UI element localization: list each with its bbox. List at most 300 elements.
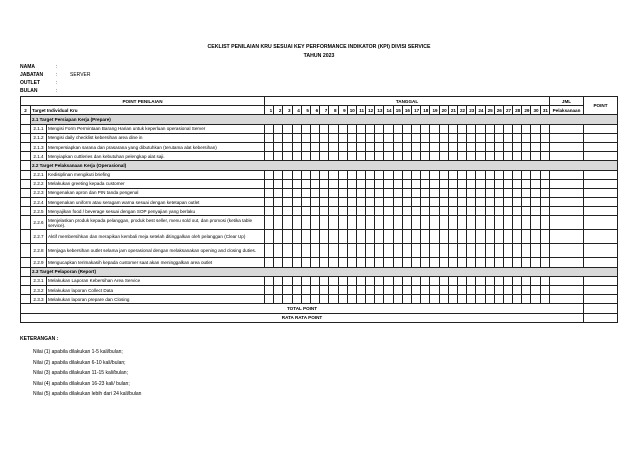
- score-cell[interactable]: [540, 286, 549, 295]
- score-cell[interactable]: [283, 276, 292, 285]
- score-cell[interactable]: [292, 142, 301, 151]
- score-cell[interactable]: [412, 170, 421, 179]
- score-cell[interactable]: [384, 152, 393, 161]
- score-cell[interactable]: [476, 230, 485, 244]
- score-cell[interactable]: [522, 170, 531, 179]
- score-cell[interactable]: [503, 216, 512, 230]
- score-cell[interactable]: [485, 152, 494, 161]
- score-cell[interactable]: [338, 170, 347, 179]
- score-cell[interactable]: [265, 152, 274, 161]
- score-cell[interactable]: [347, 295, 356, 304]
- score-cell[interactable]: [366, 230, 375, 244]
- score-cell[interactable]: [393, 258, 402, 267]
- score-cell[interactable]: [448, 244, 457, 258]
- point-cell[interactable]: [584, 142, 618, 151]
- score-cell[interactable]: [292, 207, 301, 216]
- score-cell[interactable]: [522, 142, 531, 151]
- score-cell[interactable]: [265, 244, 274, 258]
- jml-cell[interactable]: [550, 207, 584, 216]
- score-cell[interactable]: [356, 216, 365, 230]
- score-cell[interactable]: [448, 216, 457, 230]
- score-cell[interactable]: [384, 207, 393, 216]
- score-cell[interactable]: [310, 152, 319, 161]
- score-cell[interactable]: [301, 124, 310, 133]
- score-cell[interactable]: [513, 216, 522, 230]
- score-cell[interactable]: [531, 124, 540, 133]
- score-cell[interactable]: [421, 198, 430, 207]
- jml-cell[interactable]: [550, 244, 584, 258]
- score-cell[interactable]: [485, 207, 494, 216]
- score-cell[interactable]: [393, 244, 402, 258]
- score-cell[interactable]: [274, 216, 283, 230]
- score-cell[interactable]: [412, 230, 421, 244]
- score-cell[interactable]: [430, 295, 439, 304]
- score-cell[interactable]: [356, 152, 365, 161]
- score-cell[interactable]: [393, 230, 402, 244]
- score-cell[interactable]: [402, 142, 411, 151]
- score-cell[interactable]: [421, 276, 430, 285]
- score-cell[interactable]: [412, 276, 421, 285]
- score-cell[interactable]: [540, 170, 549, 179]
- score-cell[interactable]: [476, 207, 485, 216]
- score-cell[interactable]: [476, 295, 485, 304]
- score-cell[interactable]: [375, 230, 384, 244]
- score-cell[interactable]: [310, 133, 319, 142]
- score-cell[interactable]: [301, 152, 310, 161]
- score-cell[interactable]: [457, 230, 466, 244]
- score-cell[interactable]: [292, 258, 301, 267]
- score-cell[interactable]: [329, 286, 338, 295]
- score-cell[interactable]: [402, 133, 411, 142]
- score-cell[interactable]: [292, 124, 301, 133]
- score-cell[interactable]: [421, 295, 430, 304]
- score-cell[interactable]: [274, 152, 283, 161]
- score-cell[interactable]: [310, 170, 319, 179]
- score-cell[interactable]: [494, 179, 503, 188]
- score-cell[interactable]: [503, 230, 512, 244]
- score-cell[interactable]: [467, 124, 476, 133]
- score-cell[interactable]: [503, 244, 512, 258]
- score-cell[interactable]: [375, 179, 384, 188]
- score-cell[interactable]: [439, 295, 448, 304]
- score-cell[interactable]: [356, 179, 365, 188]
- score-cell[interactable]: [283, 188, 292, 197]
- score-cell[interactable]: [503, 188, 512, 197]
- score-cell[interactable]: [310, 295, 319, 304]
- score-cell[interactable]: [513, 170, 522, 179]
- score-cell[interactable]: [522, 286, 531, 295]
- score-cell[interactable]: [283, 286, 292, 295]
- score-cell[interactable]: [347, 133, 356, 142]
- score-cell[interactable]: [310, 142, 319, 151]
- score-cell[interactable]: [338, 207, 347, 216]
- score-cell[interactable]: [503, 276, 512, 285]
- score-cell[interactable]: [540, 258, 549, 267]
- score-cell[interactable]: [292, 170, 301, 179]
- score-cell[interactable]: [439, 276, 448, 285]
- score-cell[interactable]: [402, 170, 411, 179]
- score-cell[interactable]: [310, 244, 319, 258]
- score-cell[interactable]: [485, 170, 494, 179]
- point-cell[interactable]: [584, 244, 618, 258]
- score-cell[interactable]: [393, 286, 402, 295]
- score-cell[interactable]: [522, 295, 531, 304]
- score-cell[interactable]: [283, 207, 292, 216]
- score-cell[interactable]: [329, 179, 338, 188]
- score-cell[interactable]: [310, 216, 319, 230]
- score-cell[interactable]: [384, 258, 393, 267]
- score-cell[interactable]: [265, 188, 274, 197]
- score-cell[interactable]: [430, 152, 439, 161]
- score-cell[interactable]: [540, 244, 549, 258]
- score-cell[interactable]: [283, 133, 292, 142]
- score-cell[interactable]: [513, 276, 522, 285]
- score-cell[interactable]: [540, 188, 549, 197]
- score-cell[interactable]: [476, 198, 485, 207]
- score-cell[interactable]: [366, 188, 375, 197]
- score-cell[interactable]: [356, 258, 365, 267]
- score-cell[interactable]: [384, 216, 393, 230]
- score-cell[interactable]: [439, 244, 448, 258]
- score-cell[interactable]: [457, 142, 466, 151]
- score-cell[interactable]: [531, 188, 540, 197]
- score-cell[interactable]: [356, 188, 365, 197]
- score-cell[interactable]: [338, 198, 347, 207]
- score-cell[interactable]: [412, 258, 421, 267]
- score-cell[interactable]: [503, 142, 512, 151]
- score-cell[interactable]: [467, 179, 476, 188]
- score-cell[interactable]: [375, 188, 384, 197]
- score-cell[interactable]: [503, 152, 512, 161]
- score-cell[interactable]: [402, 295, 411, 304]
- score-cell[interactable]: [494, 188, 503, 197]
- score-cell[interactable]: [338, 188, 347, 197]
- score-cell[interactable]: [402, 198, 411, 207]
- score-cell[interactable]: [513, 179, 522, 188]
- score-cell[interactable]: [485, 286, 494, 295]
- score-cell[interactable]: [448, 230, 457, 244]
- score-cell[interactable]: [503, 124, 512, 133]
- score-cell[interactable]: [393, 133, 402, 142]
- score-cell[interactable]: [292, 188, 301, 197]
- score-cell[interactable]: [448, 188, 457, 197]
- point-cell[interactable]: [584, 216, 618, 230]
- score-cell[interactable]: [265, 179, 274, 188]
- score-cell[interactable]: [439, 188, 448, 197]
- score-cell[interactable]: [310, 188, 319, 197]
- score-cell[interactable]: [265, 142, 274, 151]
- score-cell[interactable]: [467, 198, 476, 207]
- score-cell[interactable]: [485, 198, 494, 207]
- score-cell[interactable]: [366, 198, 375, 207]
- score-cell[interactable]: [467, 258, 476, 267]
- score-cell[interactable]: [412, 124, 421, 133]
- score-cell[interactable]: [457, 276, 466, 285]
- score-cell[interactable]: [513, 142, 522, 151]
- point-cell[interactable]: [584, 124, 618, 133]
- score-cell[interactable]: [274, 170, 283, 179]
- score-cell[interactable]: [448, 295, 457, 304]
- score-cell[interactable]: [421, 230, 430, 244]
- score-cell[interactable]: [448, 124, 457, 133]
- score-cell[interactable]: [393, 179, 402, 188]
- score-cell[interactable]: [375, 124, 384, 133]
- score-cell[interactable]: [375, 142, 384, 151]
- score-cell[interactable]: [329, 276, 338, 285]
- point-cell[interactable]: [584, 295, 618, 304]
- score-cell[interactable]: [412, 142, 421, 151]
- score-cell[interactable]: [320, 276, 329, 285]
- score-cell[interactable]: [430, 230, 439, 244]
- score-cell[interactable]: [265, 207, 274, 216]
- score-cell[interactable]: [283, 258, 292, 267]
- score-cell[interactable]: [356, 295, 365, 304]
- score-cell[interactable]: [522, 133, 531, 142]
- score-cell[interactable]: [347, 198, 356, 207]
- score-cell[interactable]: [467, 207, 476, 216]
- score-cell[interactable]: [421, 124, 430, 133]
- score-cell[interactable]: [531, 170, 540, 179]
- score-cell[interactable]: [320, 133, 329, 142]
- score-cell[interactable]: [283, 216, 292, 230]
- point-cell[interactable]: [584, 170, 618, 179]
- score-cell[interactable]: [393, 142, 402, 151]
- score-cell[interactable]: [494, 152, 503, 161]
- score-cell[interactable]: [338, 244, 347, 258]
- score-cell[interactable]: [366, 216, 375, 230]
- score-cell[interactable]: [457, 179, 466, 188]
- score-cell[interactable]: [356, 230, 365, 244]
- score-cell[interactable]: [356, 170, 365, 179]
- score-cell[interactable]: [366, 142, 375, 151]
- score-cell[interactable]: [393, 198, 402, 207]
- score-cell[interactable]: [283, 230, 292, 244]
- score-cell[interactable]: [338, 258, 347, 267]
- score-cell[interactable]: [384, 295, 393, 304]
- score-cell[interactable]: [540, 124, 549, 133]
- score-cell[interactable]: [356, 142, 365, 151]
- score-cell[interactable]: [522, 216, 531, 230]
- score-cell[interactable]: [338, 230, 347, 244]
- score-cell[interactable]: [457, 188, 466, 197]
- score-cell[interactable]: [494, 276, 503, 285]
- score-cell[interactable]: [265, 124, 274, 133]
- score-cell[interactable]: [430, 286, 439, 295]
- score-cell[interactable]: [448, 133, 457, 142]
- score-cell[interactable]: [310, 286, 319, 295]
- score-cell[interactable]: [448, 179, 457, 188]
- score-cell[interactable]: [448, 207, 457, 216]
- score-cell[interactable]: [430, 124, 439, 133]
- score-cell[interactable]: [430, 133, 439, 142]
- score-cell[interactable]: [384, 124, 393, 133]
- score-cell[interactable]: [393, 124, 402, 133]
- score-cell[interactable]: [329, 244, 338, 258]
- score-cell[interactable]: [485, 230, 494, 244]
- score-cell[interactable]: [375, 286, 384, 295]
- score-cell[interactable]: [393, 276, 402, 285]
- score-cell[interactable]: [476, 170, 485, 179]
- score-cell[interactable]: [494, 244, 503, 258]
- score-cell[interactable]: [301, 286, 310, 295]
- score-cell[interactable]: [393, 188, 402, 197]
- score-cell[interactable]: [467, 152, 476, 161]
- score-cell[interactable]: [485, 244, 494, 258]
- score-cell[interactable]: [476, 276, 485, 285]
- score-cell[interactable]: [301, 230, 310, 244]
- score-cell[interactable]: [485, 179, 494, 188]
- score-cell[interactable]: [338, 152, 347, 161]
- score-cell[interactable]: [540, 152, 549, 161]
- score-cell[interactable]: [402, 188, 411, 197]
- score-cell[interactable]: [503, 198, 512, 207]
- score-cell[interactable]: [531, 295, 540, 304]
- score-cell[interactable]: [274, 230, 283, 244]
- score-cell[interactable]: [384, 244, 393, 258]
- score-cell[interactable]: [467, 230, 476, 244]
- score-cell[interactable]: [329, 124, 338, 133]
- point-cell[interactable]: [584, 198, 618, 207]
- score-cell[interactable]: [430, 207, 439, 216]
- score-cell[interactable]: [412, 179, 421, 188]
- score-cell[interactable]: [439, 207, 448, 216]
- score-cell[interactable]: [494, 216, 503, 230]
- score-cell[interactable]: [292, 179, 301, 188]
- score-cell[interactable]: [494, 207, 503, 216]
- point-cell[interactable]: [584, 133, 618, 142]
- score-cell[interactable]: [476, 142, 485, 151]
- score-cell[interactable]: [421, 286, 430, 295]
- score-cell[interactable]: [430, 170, 439, 179]
- jml-cell[interactable]: [550, 198, 584, 207]
- score-cell[interactable]: [265, 170, 274, 179]
- score-cell[interactable]: [531, 216, 540, 230]
- score-cell[interactable]: [274, 124, 283, 133]
- point-cell[interactable]: [584, 179, 618, 188]
- score-cell[interactable]: [531, 286, 540, 295]
- score-cell[interactable]: [522, 244, 531, 258]
- score-cell[interactable]: [320, 188, 329, 197]
- score-cell[interactable]: [265, 258, 274, 267]
- score-cell[interactable]: [329, 207, 338, 216]
- score-cell[interactable]: [430, 188, 439, 197]
- score-cell[interactable]: [439, 179, 448, 188]
- score-cell[interactable]: [402, 244, 411, 258]
- score-cell[interactable]: [513, 152, 522, 161]
- score-cell[interactable]: [430, 244, 439, 258]
- score-cell[interactable]: [467, 295, 476, 304]
- score-cell[interactable]: [384, 188, 393, 197]
- score-cell[interactable]: [476, 133, 485, 142]
- score-cell[interactable]: [476, 286, 485, 295]
- score-cell[interactable]: [494, 295, 503, 304]
- score-cell[interactable]: [320, 295, 329, 304]
- score-cell[interactable]: [301, 198, 310, 207]
- score-cell[interactable]: [513, 258, 522, 267]
- score-cell[interactable]: [494, 170, 503, 179]
- score-cell[interactable]: [531, 152, 540, 161]
- score-cell[interactable]: [522, 258, 531, 267]
- jml-cell[interactable]: [550, 230, 584, 244]
- score-cell[interactable]: [412, 198, 421, 207]
- score-cell[interactable]: [283, 124, 292, 133]
- score-cell[interactable]: [439, 170, 448, 179]
- jml-cell[interactable]: [550, 179, 584, 188]
- score-cell[interactable]: [439, 258, 448, 267]
- score-cell[interactable]: [439, 198, 448, 207]
- score-cell[interactable]: [384, 230, 393, 244]
- score-cell[interactable]: [494, 230, 503, 244]
- score-cell[interactable]: [329, 188, 338, 197]
- score-cell[interactable]: [301, 142, 310, 151]
- score-cell[interactable]: [402, 216, 411, 230]
- score-cell[interactable]: [457, 207, 466, 216]
- score-cell[interactable]: [366, 179, 375, 188]
- score-cell[interactable]: [457, 152, 466, 161]
- score-cell[interactable]: [320, 142, 329, 151]
- score-cell[interactable]: [366, 258, 375, 267]
- jml-cell[interactable]: [550, 124, 584, 133]
- score-cell[interactable]: [393, 216, 402, 230]
- score-cell[interactable]: [347, 276, 356, 285]
- score-cell[interactable]: [513, 124, 522, 133]
- score-cell[interactable]: [531, 207, 540, 216]
- score-cell[interactable]: [375, 258, 384, 267]
- score-cell[interactable]: [467, 244, 476, 258]
- score-cell[interactable]: [476, 152, 485, 161]
- score-cell[interactable]: [540, 230, 549, 244]
- score-cell[interactable]: [265, 216, 274, 230]
- score-cell[interactable]: [421, 170, 430, 179]
- score-cell[interactable]: [265, 286, 274, 295]
- score-cell[interactable]: [366, 170, 375, 179]
- score-cell[interactable]: [292, 286, 301, 295]
- score-cell[interactable]: [476, 124, 485, 133]
- score-cell[interactable]: [356, 244, 365, 258]
- score-cell[interactable]: [347, 124, 356, 133]
- score-cell[interactable]: [320, 198, 329, 207]
- score-cell[interactable]: [393, 152, 402, 161]
- score-cell[interactable]: [522, 198, 531, 207]
- score-cell[interactable]: [402, 179, 411, 188]
- score-cell[interactable]: [476, 258, 485, 267]
- score-cell[interactable]: [513, 230, 522, 244]
- score-cell[interactable]: [485, 142, 494, 151]
- score-cell[interactable]: [347, 258, 356, 267]
- score-cell[interactable]: [540, 295, 549, 304]
- score-cell[interactable]: [384, 276, 393, 285]
- score-cell[interactable]: [448, 170, 457, 179]
- score-cell[interactable]: [292, 198, 301, 207]
- score-cell[interactable]: [329, 133, 338, 142]
- score-cell[interactable]: [366, 124, 375, 133]
- score-cell[interactable]: [439, 152, 448, 161]
- score-cell[interactable]: [412, 188, 421, 197]
- score-cell[interactable]: [494, 133, 503, 142]
- score-cell[interactable]: [347, 152, 356, 161]
- score-cell[interactable]: [412, 216, 421, 230]
- score-cell[interactable]: [494, 258, 503, 267]
- score-cell[interactable]: [503, 170, 512, 179]
- score-cell[interactable]: [292, 133, 301, 142]
- score-cell[interactable]: [421, 244, 430, 258]
- score-cell[interactable]: [301, 207, 310, 216]
- score-cell[interactable]: [310, 276, 319, 285]
- score-cell[interactable]: [522, 230, 531, 244]
- score-cell[interactable]: [485, 124, 494, 133]
- score-cell[interactable]: [301, 276, 310, 285]
- score-cell[interactable]: [283, 179, 292, 188]
